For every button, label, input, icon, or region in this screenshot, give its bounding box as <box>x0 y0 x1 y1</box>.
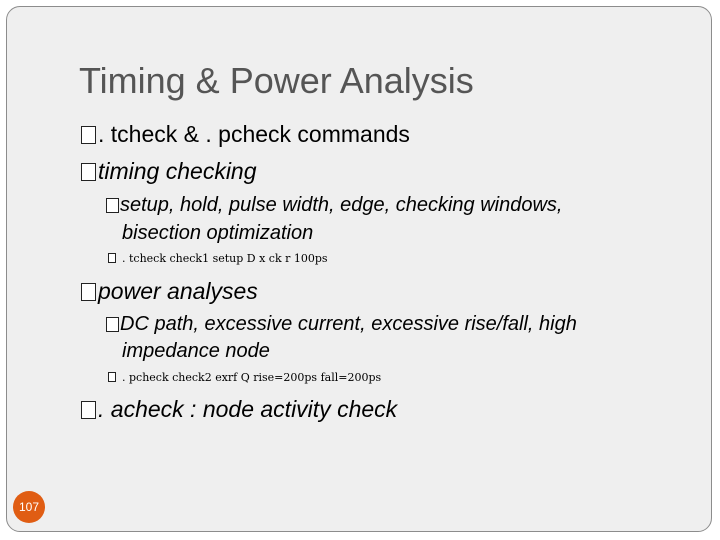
bullet-timing-checks-list <box>106 194 563 217</box>
bullet-power-checks-list <box>106 313 577 336</box>
bullet-text: . acheck : node activity check <box>98 396 398 422</box>
code-text: . tcheck check1 setup D x ck r 100ps <box>122 252 328 265</box>
bullet-box-icon <box>81 401 96 419</box>
page-number-badge: 107 <box>13 491 45 523</box>
bullet-box-icon <box>81 126 96 144</box>
bullet-text: timing checking <box>98 158 257 184</box>
bullet-box-icon <box>81 283 96 301</box>
bullet-acheck <box>81 396 397 423</box>
bullet-box-icon <box>106 198 119 213</box>
bullet-box-icon <box>108 253 116 263</box>
bullet-text: setup, hold, pulse width, edge, checking windows, <box>120 194 563 216</box>
bullet-timing-checking <box>81 158 257 185</box>
bullet-box-icon <box>108 372 116 382</box>
bullet-power-analyses <box>81 278 258 305</box>
code-example-pcheck <box>108 371 381 384</box>
bullet-text: DC path, excessive current, excessive rise/fall, high <box>120 313 577 335</box>
code-example-tcheck <box>108 252 328 265</box>
slide-title: Timing & Power Analysis <box>79 60 474 101</box>
bullet-continuation: bisection optimization <box>122 222 314 244</box>
code-text: . pcheck check2 exrf Q rise=200ps fall=200ps <box>122 371 382 384</box>
bullet-box-icon <box>106 317 119 332</box>
bullet-commands <box>81 121 410 148</box>
bullet-text: . tcheck & . pcheck commands <box>98 121 410 147</box>
bullet-text: power analyses <box>98 278 258 304</box>
bullet-box-icon <box>81 163 96 181</box>
bullet-continuation: impedance node <box>122 340 270 362</box>
